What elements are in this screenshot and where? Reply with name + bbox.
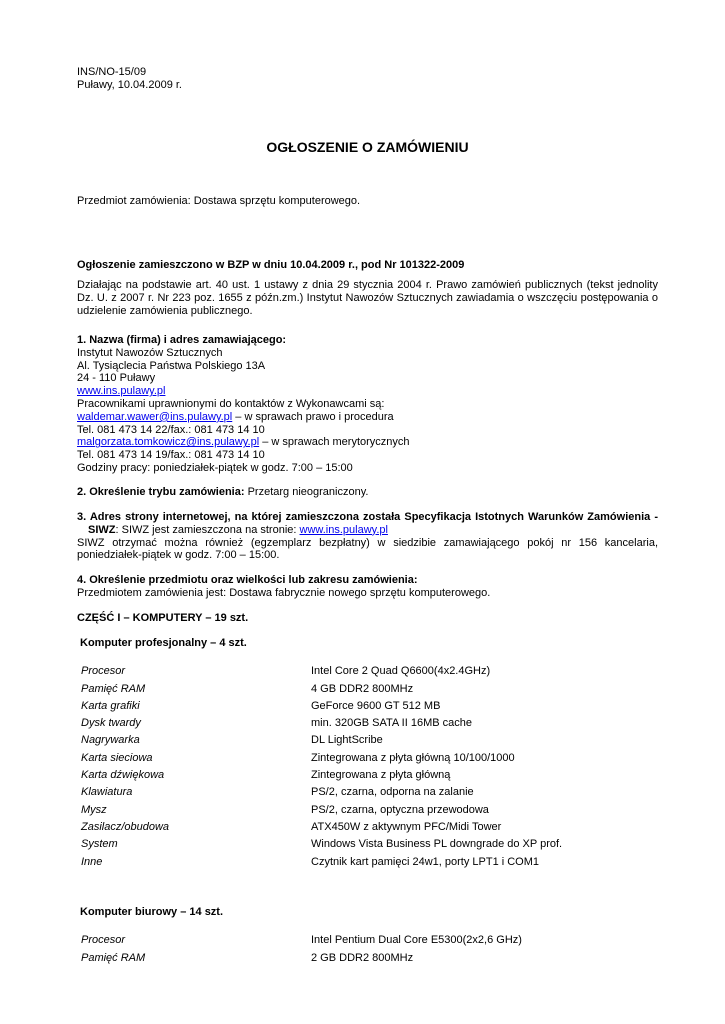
section-1-heading: 1. Nazwa (firma) i adres zamawiającego: <box>77 334 287 346</box>
contact1-phone: Tel. 081 473 14 22/fax.: 081 473 14 10 <box>77 423 265 436</box>
spec-value: ATX450W z aktywnym PFC/Midi Tower <box>311 820 502 833</box>
spec-label: Nagrywarka <box>81 734 140 747</box>
spec-value: Windows Vista Business PL downgrade do XP prof. <box>311 838 563 851</box>
bzp-notice: Ogłoszenie zamieszczono w BZP w dniu 10.04.2009 r., pod Nr 101322-2009 <box>77 259 465 271</box>
section-4-text: Przedmiotem zamówienia jest: Dostawa fabrycznie nowego sprzętu komputerowego. <box>77 586 491 599</box>
spec-row <box>77 853 562 870</box>
institute-name: Instytut Nawozów Sztucznych <box>77 346 223 359</box>
section-3 <box>77 511 658 562</box>
office-hours: Godziny pracy: poniedziałek-piątek w godz. 7:00 – 15:00 <box>77 461 353 474</box>
spec-row <box>77 767 562 784</box>
siwz-label: SIWZ <box>88 523 116 536</box>
spec-label: System <box>81 838 118 851</box>
institute-city: 24 - 110 Puławy <box>77 372 156 385</box>
spec-value: PS/2, czarna, optyczna przewodowa <box>311 803 489 816</box>
spec-label: Karta sieciowa <box>81 751 153 764</box>
intro-paragraph: Działając na podstawie art. 40 ust. 1 ustawy z dnia 29 stycznia 2004 r. Prawo zamówień publicznych (tekst jednolity Dz. U. z 2007 r. Nr 223 poz. 1655 z późn.zm.) Instytut Nawozów Sztucznych zawiadamia o wszczęciu postępowania o udzielenie zamówienia publicznego. <box>77 279 658 317</box>
spec-value: Zintegrowana z płyta główną <box>311 769 451 782</box>
spec-value: GeForce 9600 GT 512 MB <box>311 699 441 712</box>
part-1-heading: CZĘŚĆ I – KOMPUTERY – 19 szt. <box>77 612 249 624</box>
section-4-heading: 4. Określenie przedmiotu oraz wielkości lub zakresu zamówienia: <box>77 574 418 586</box>
contact2-role: – w sprawach merytorycznych <box>259 436 410 449</box>
institute-street: Al. Tysiąclecia Państwa Polskiego 13A <box>77 359 266 372</box>
place-date: Puławy, 10.04.2009 r. <box>77 79 182 91</box>
spec-row <box>77 801 562 818</box>
spec-value: DL LightScribe <box>311 734 383 747</box>
spec-label: Dysk twardy <box>81 717 141 730</box>
reference-number: INS/NO-15/09 <box>77 66 147 78</box>
spec-row <box>77 663 562 680</box>
spec-row <box>77 949 522 966</box>
spec-label: Pamięć RAM <box>81 682 146 695</box>
spec-row <box>77 732 562 749</box>
siwz-availability: SIWZ otrzymać można również (egzemplarz bezpłatny) w siedzibie zamawiającego pokój nr 156 kancelaria, poniedziałek-piątek w godz. 7:00 – 15:00. <box>77 536 658 562</box>
spec-row <box>77 698 562 715</box>
spec-value: Intel Pentium Dual Core E5300(2x2,6 GHz) <box>311 934 522 947</box>
siwz-website-link[interactable]: www.ins.pulawy.pl <box>299 523 388 536</box>
contact1-email-link[interactable]: waldemar.wawer@ins.pulawy.pl <box>77 410 233 423</box>
spec-label: Inne <box>81 855 103 868</box>
spec-label: Procesor <box>81 934 126 947</box>
pro-computer-spec-table <box>77 663 562 871</box>
contact1-role: – w sprawach prawo i procedura <box>232 410 394 423</box>
contact2-email-link[interactable]: malgorzata.tomkowicz@ins.pulawy.pl <box>77 436 260 449</box>
contacts-intro: Pracownikami uprawnionymi do kontaktów z Wykonawcami są: <box>77 397 385 410</box>
spec-row <box>77 680 562 697</box>
office-computer-heading: Komputer biurowy – 14 szt. <box>80 906 224 918</box>
spec-label: Zasilacz/obudowa <box>81 820 170 833</box>
spec-label: Procesor <box>81 665 126 678</box>
spec-label: Mysz <box>81 803 107 816</box>
spec-value: Intel Core 2 Quad Q6600(4x2.4GHz) <box>311 665 491 678</box>
spec-row <box>77 932 522 949</box>
spec-label: Klawiatura <box>81 786 133 799</box>
spec-value: Czytnik kart pamięci 24w1, porty LPT1 i COM1 <box>311 855 540 868</box>
spec-value: min. 320GB SATA II 16MB cache <box>311 717 472 730</box>
spec-value: PS/2, czarna, odporna na zalanie <box>311 786 474 799</box>
section-2-text: Przetarg nieograniczony. <box>244 486 369 498</box>
website-link[interactable]: www.ins.pulawy.pl <box>77 385 166 398</box>
spec-row <box>77 784 562 801</box>
section-1 <box>77 334 658 475</box>
spec-row <box>77 819 562 836</box>
section-2-heading: 2. Określenie trybu zamówienia: <box>77 486 245 498</box>
office-computer-spec-table <box>77 932 522 967</box>
spec-row <box>77 836 562 853</box>
spec-value: Zintegrowana z płyta główną 10/100/1000 <box>311 751 515 764</box>
spec-row <box>77 715 562 732</box>
spec-label: Karta grafiki <box>81 699 140 712</box>
section-2 <box>77 486 368 499</box>
spec-value: 2 GB DDR2 800MHz <box>311 951 414 964</box>
section-4 <box>77 574 658 600</box>
spec-row <box>77 749 562 766</box>
siwz-text: : SIWZ jest zamieszczona na stronie: <box>115 523 300 536</box>
spec-label: Karta dźwiękowa <box>81 769 165 782</box>
subject-line: Przedmiot zamówienia: Dostawa sprzętu komputerowego. <box>77 195 361 207</box>
spec-value: 4 GB DDR2 800MHz <box>311 682 414 695</box>
pro-computer-heading: Komputer profesjonalny – 4 szt. <box>80 637 247 649</box>
contact2-phone: Tel. 081 473 14 19/fax.: 081 473 14 10 <box>77 449 265 462</box>
page-title: OGŁOSZENIE O ZAMÓWIENIU <box>266 139 469 155</box>
section-3-heading: 3. Adres strony internetowej, na której zamieszczona została Specyfikacja Istotnych Warunków Zamówienia - <box>77 511 658 523</box>
spec-label: Pamięć RAM <box>81 951 146 964</box>
